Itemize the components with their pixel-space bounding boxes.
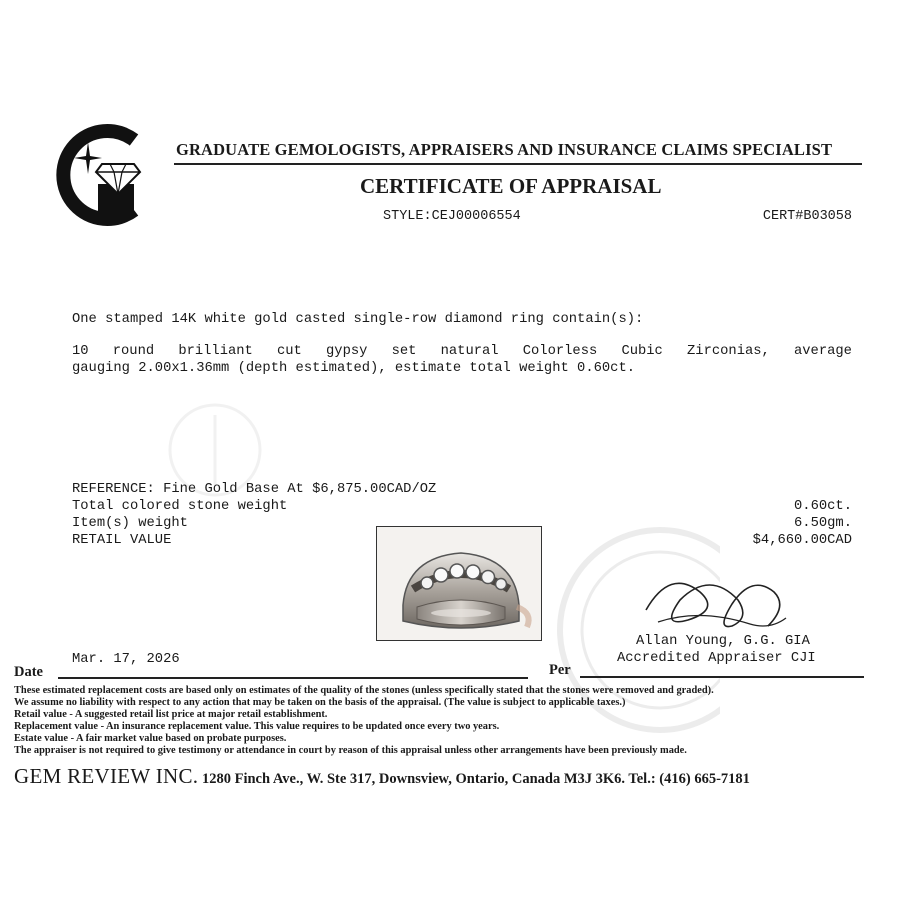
date-rule <box>58 677 528 679</box>
description-word: Zirconias, <box>687 344 770 359</box>
item-weight-value: 6.50gm. <box>794 516 852 531</box>
item-weight-label: Item(s) weight <box>72 516 188 531</box>
date-label: Date <box>14 664 43 680</box>
retail-value-label: RETAIL VALUE <box>72 533 172 548</box>
per-rule <box>580 676 864 678</box>
appraiser-title: Accredited Appraiser CJI <box>617 651 816 666</box>
description-word: natural <box>440 344 499 359</box>
certificate-title: CERTIFICATE OF APPRAISAL <box>360 174 662 198</box>
company-logo-icon <box>42 118 152 228</box>
description-line-3: gauging 2.00x1.36mm (depth estimated), estimate total weight 0.60ct. <box>72 361 636 376</box>
description-word: cut <box>277 344 302 359</box>
ring-photo-icon <box>377 527 542 641</box>
stone-weight-value: 0.60ct. <box>794 499 852 514</box>
description-word: Colorless <box>522 344 598 359</box>
style-number: STYLE:CEJ00006554 <box>383 209 521 224</box>
reference-label: REFERENCE: Fine Gold Base At $6,875.00CAD/OZ <box>72 482 437 497</box>
company-footer <box>14 764 750 789</box>
description-word: 10 <box>72 344 89 359</box>
disclaimer-line: Retail value - A suggested retail list price at major retail establishment. <box>14 709 328 720</box>
ring-photo <box>376 526 542 641</box>
description-line-2 <box>72 344 852 359</box>
description-word: round <box>112 344 155 359</box>
disclaimer-line: We assume no liability with respect to any action that may be taken on the basis of the appraisal. (The value is subject to applicable taxes.) <box>14 697 626 708</box>
disclaimer-line: Replacement value - An insurance replacement value. This value requires to be updated once every two years. <box>14 721 500 732</box>
disclaimer-line: The appraiser is not required to give testimony or attendance in court by reason of this appraisal unless other arrangements have been previously made. <box>14 745 687 756</box>
company-name: GEM REVIEW INC. <box>14 764 199 788</box>
disclaimer-line: Estate value - A fair market value based on probate purposes. <box>14 733 287 744</box>
description-word: gypsy <box>326 344 368 359</box>
description-word: brilliant <box>178 344 253 359</box>
retail-value-amount: $4,660.00CAD <box>752 533 852 548</box>
stone-weight-label: Total colored stone weight <box>72 499 288 514</box>
description-line-1: One stamped 14K white gold casted single-row diamond ring contain(s): <box>72 312 644 327</box>
per-label: Per <box>549 662 571 678</box>
description-word: set <box>391 344 417 359</box>
title-divider <box>174 163 862 165</box>
organization-title: GRADUATE GEMOLOGISTS, APPRAISERS AND INSURANCE CLAIMS SPECIALIST <box>176 140 833 159</box>
appraiser-name: Allan Young, G.G. GIA <box>636 634 810 649</box>
description-word: average <box>793 344 852 359</box>
date-value: Mar. 17, 2026 <box>72 652 180 667</box>
company-address: 1280 Finch Ave., W. Ste 317, Downsview, Ontario, Canada M3J 3K6. Tel.: (416) 665-7181 <box>198 771 750 787</box>
disclaimer-line: These estimated replacement costs are based only on estimates of the quality of the stones (unless specifically stated that the stones were removed and graded). <box>14 685 714 696</box>
certificate-number: CERT#B03058 <box>762 209 852 224</box>
description-word: Cubic <box>621 344 663 359</box>
